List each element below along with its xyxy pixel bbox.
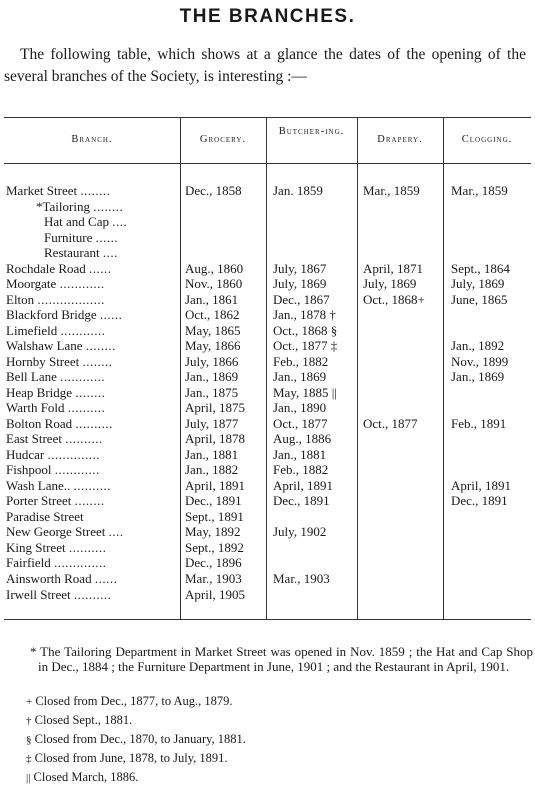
branch-name: Rochdale Road [6, 260, 86, 276]
column-divider [180, 117, 181, 619]
table-top-rule [4, 117, 531, 118]
branch-name: New George Street [6, 524, 106, 540]
footnote-text: Closed from Dec., 1877, to Aug., 1879. [35, 694, 233, 708]
cell-grocery: Sept., 1891 [185, 508, 244, 524]
footnote-item [26, 713, 516, 729]
leader-dots: .......... [67, 400, 106, 416]
cell-butchering: Oct., 1877 [273, 415, 328, 431]
cell-drapery: April, 1871 [363, 260, 423, 276]
table-header-rule [4, 163, 531, 164]
branch-name: Bolton Road [6, 415, 73, 431]
leader-dots: ........ [85, 338, 116, 354]
footnote-text: Closed from June, 1878, to July, 1891. [34, 751, 228, 765]
branch-name: Elton [6, 291, 35, 307]
column-header-branch: Branch. [71, 134, 113, 145]
cell-grocery: May, 1865 [185, 322, 241, 338]
leader-dots: ........ [93, 198, 124, 214]
cell-butchering: Oct., 1868 § [273, 322, 338, 338]
cell-grocery: Jan., 1881 [185, 446, 239, 462]
branch-name: *Tailoring [36, 198, 90, 214]
cell-grocery: July, 1877 [185, 415, 239, 431]
leader-dots: ............ [54, 462, 100, 478]
branch-name: Porter Street [6, 493, 72, 509]
leader-dots: ........ [80, 183, 111, 198]
cell-grocery: July, 1866 [185, 353, 239, 369]
cell-butchering: Jan., 1878 † [273, 307, 336, 323]
cell-butchering: July, 1902 [273, 524, 327, 540]
leader-dots: ............ [60, 322, 106, 338]
footnote-item [26, 732, 516, 748]
cell-butchering: Dec., 1867 [273, 291, 330, 307]
table-row-branch [6, 431, 178, 446]
cell-butchering: May, 1885 || [273, 384, 337, 400]
cell-grocery: April, 1905 [185, 586, 245, 602]
leader-dots: .......... [73, 477, 112, 493]
table-row-branch [6, 540, 178, 555]
leader-dots: ............ [59, 276, 105, 292]
table-row-branch [6, 307, 178, 322]
branch-name: Blackford Bridge [6, 307, 97, 323]
branch-name: Market Street [6, 183, 78, 198]
table-row-branch [44, 214, 178, 229]
leader-dots: ...... [99, 307, 123, 323]
footnote-mark: ‡ [26, 753, 32, 765]
cell-butchering: Feb., 1882 [273, 353, 329, 369]
leader-dots: .......... [65, 431, 103, 447]
cell-butchering: Aug., 1886 [273, 431, 332, 447]
cell-grocery: April, 1878 [185, 431, 245, 447]
branch-name: King Street [6, 539, 66, 555]
table-row-branch [6, 354, 178, 369]
column-header-drapery: Drapery. [377, 134, 423, 145]
branch-name: East Street [6, 431, 62, 447]
table-bottom-rule [4, 619, 531, 620]
table-row-branch [44, 230, 178, 245]
branch-name: Paradise Street [6, 508, 84, 524]
cell-clogging: Dec., 1891 [451, 493, 508, 509]
cell-butchering: Dec., 1891 [273, 493, 330, 509]
leader-dots: .... [108, 524, 124, 540]
table-row-branch [6, 292, 178, 307]
cell-butchering: Jan., 1890 [273, 400, 327, 416]
cell-grocery: Dec., 1858 [185, 183, 242, 198]
cell-butchering: Jan. 1859 [273, 183, 323, 198]
leader-dots: .......... [75, 415, 113, 431]
cell-grocery: Mar., 1903 [185, 571, 242, 586]
cell-butchering: Mar., 1903 [273, 571, 330, 586]
cell-grocery: Oct., 1862 [185, 307, 240, 323]
table-row-branch [6, 478, 178, 493]
table-row-branch [6, 385, 178, 400]
branch-name: Ainsworth Road [6, 571, 92, 586]
leader-dots: ........ [75, 384, 106, 400]
table-row-branch [6, 369, 178, 384]
branch-name: Irwell Street [6, 586, 71, 602]
cell-butchering: Jan., 1869 [273, 369, 327, 385]
column-divider [443, 117, 444, 619]
cell-clogging: April, 1891 [451, 477, 511, 493]
footnote-text: Closed from Dec., 1870, to January, 1881. [34, 732, 246, 746]
table-row-branch [6, 447, 178, 462]
cell-butchering: July, 1867 [273, 260, 327, 276]
leader-dots: ........ [74, 493, 105, 509]
cell-clogging: Jan., 1869 [451, 369, 505, 385]
column-divider [266, 117, 267, 619]
footnote-mark: † [26, 715, 32, 727]
table-row-branch [6, 524, 178, 539]
cell-grocery: May, 1866 [185, 338, 241, 354]
branch-name: Hudcar [6, 446, 45, 462]
cell-drapery: Mar., 1859 [363, 183, 420, 198]
table-row-branch [6, 587, 178, 602]
table-row-branch [6, 555, 178, 570]
cell-clogging: July, 1869 [451, 276, 505, 292]
cell-clogging: Mar., 1859 [451, 183, 508, 198]
table-row-branch [44, 245, 178, 260]
leader-dots: ...... [89, 260, 112, 276]
table-row-branch [36, 199, 178, 214]
leader-dots: .... [112, 214, 128, 230]
cell-grocery: May, 1892 [185, 524, 241, 540]
cell-drapery: July, 1869 [363, 276, 417, 292]
branch-name: Restaurant [44, 245, 100, 261]
table-row-branch [6, 571, 178, 586]
column-divider [357, 117, 358, 619]
column-header-clogging: Clogging. [461, 134, 513, 145]
cell-grocery: Jan., 1875 [185, 384, 239, 400]
branch-name: Warth Fold [6, 400, 65, 416]
table-row-branch [6, 416, 178, 431]
cell-butchering: Feb., 1882 [273, 462, 329, 478]
branch-name: Hat and Cap [44, 214, 109, 230]
footnote-mark: + [26, 696, 33, 708]
branch-name: Fairfield [6, 555, 51, 571]
footnote-text: Closed March, 1886. [33, 770, 139, 784]
leader-dots: .................. [37, 291, 105, 307]
column-header-butchering: Butcher-ing. [278, 126, 345, 137]
footnote-item [26, 694, 516, 710]
cell-grocery: Sept., 1892 [185, 539, 244, 555]
cell-clogging: Jan., 1892 [451, 338, 505, 354]
cell-grocery: Aug., 1860 [185, 260, 244, 276]
branch-name: Bell Lane [6, 369, 57, 385]
cell-clogging: Nov., 1899 [451, 353, 509, 369]
branch-name: Furniture [44, 229, 93, 245]
cell-grocery: April, 1875 [185, 400, 245, 416]
leader-dots: ............ [60, 369, 106, 385]
branch-name: Limefield [6, 322, 58, 338]
cell-butchering: Jan., 1881 [273, 446, 327, 462]
table-row-branch [6, 493, 178, 508]
cell-grocery: Nov., 1860 [185, 276, 243, 292]
table-row-branch [6, 338, 178, 353]
footnote-mark: || [26, 772, 31, 784]
leader-dots: ........ [82, 353, 113, 369]
branch-name: Fishpool [6, 462, 52, 478]
cell-drapery: Oct., 1868+ [363, 291, 425, 307]
leader-dots: .............. [54, 555, 107, 571]
footnote-item [26, 751, 516, 767]
footnote-mark: § [26, 734, 32, 746]
branch-name: Walshaw Lane [6, 338, 83, 354]
table-row-branch [6, 276, 178, 291]
cell-grocery: Jan., 1869 [185, 369, 239, 385]
leader-dots: .... [102, 245, 118, 261]
table-row-branch [6, 462, 178, 477]
cell-clogging: June, 1865 [451, 291, 508, 307]
cell-grocery: April, 1891 [185, 477, 245, 493]
cell-clogging: Sept., 1864 [451, 260, 510, 276]
cell-grocery: Dec., 1896 [185, 555, 242, 571]
table-row-branch [6, 323, 178, 338]
cell-grocery: Dec., 1891 [185, 493, 242, 509]
cell-clogging: Feb., 1891 [451, 415, 507, 431]
branch-name: Hornby Street [6, 353, 80, 369]
table-row-branch [6, 509, 178, 524]
leader-dots: .......... [73, 586, 112, 602]
cell-butchering: April, 1891 [273, 477, 333, 493]
branch-name: Moorgate [6, 276, 57, 292]
cell-drapery: Oct., 1877 [363, 415, 418, 431]
cell-butchering: July, 1869 [273, 276, 327, 292]
table-row-branch [6, 400, 178, 415]
cell-grocery: Jan., 1861 [185, 291, 239, 307]
branch-name: Wash Lane.. [6, 477, 71, 493]
leader-dots: ...... [95, 229, 119, 245]
footnote-text: Closed Sept., 1881. [34, 713, 133, 727]
leader-dots: .............. [47, 446, 101, 462]
column-header-grocery: Grocery. [199, 134, 247, 145]
branch-name: Heap Bridge [6, 384, 73, 400]
page-title: THE BRANCHES. [179, 6, 356, 27]
footnote-tailoring: * The Tailoring Department in Market Street was opened in Nov. 1859 ; the Hat and Cap Shop in Dec., 1884 ; the Furniture Department in June, 1901 ; and the Restaurant in April, 1901. [30, 644, 533, 674]
leader-dots: .......... [68, 539, 107, 555]
leader-dots: ...... [94, 571, 118, 586]
table-row-branch [6, 261, 178, 276]
intro-paragraph: The following table, which shows at a glance the dates of the opening of the several branches of the Society, is interesting :— [4, 46, 526, 85]
cell-grocery: Jan., 1882 [185, 462, 239, 478]
table-row-branch [6, 183, 178, 198]
footnote-item [26, 770, 516, 786]
cell-butchering: Oct., 1877 ‡ [273, 338, 338, 354]
